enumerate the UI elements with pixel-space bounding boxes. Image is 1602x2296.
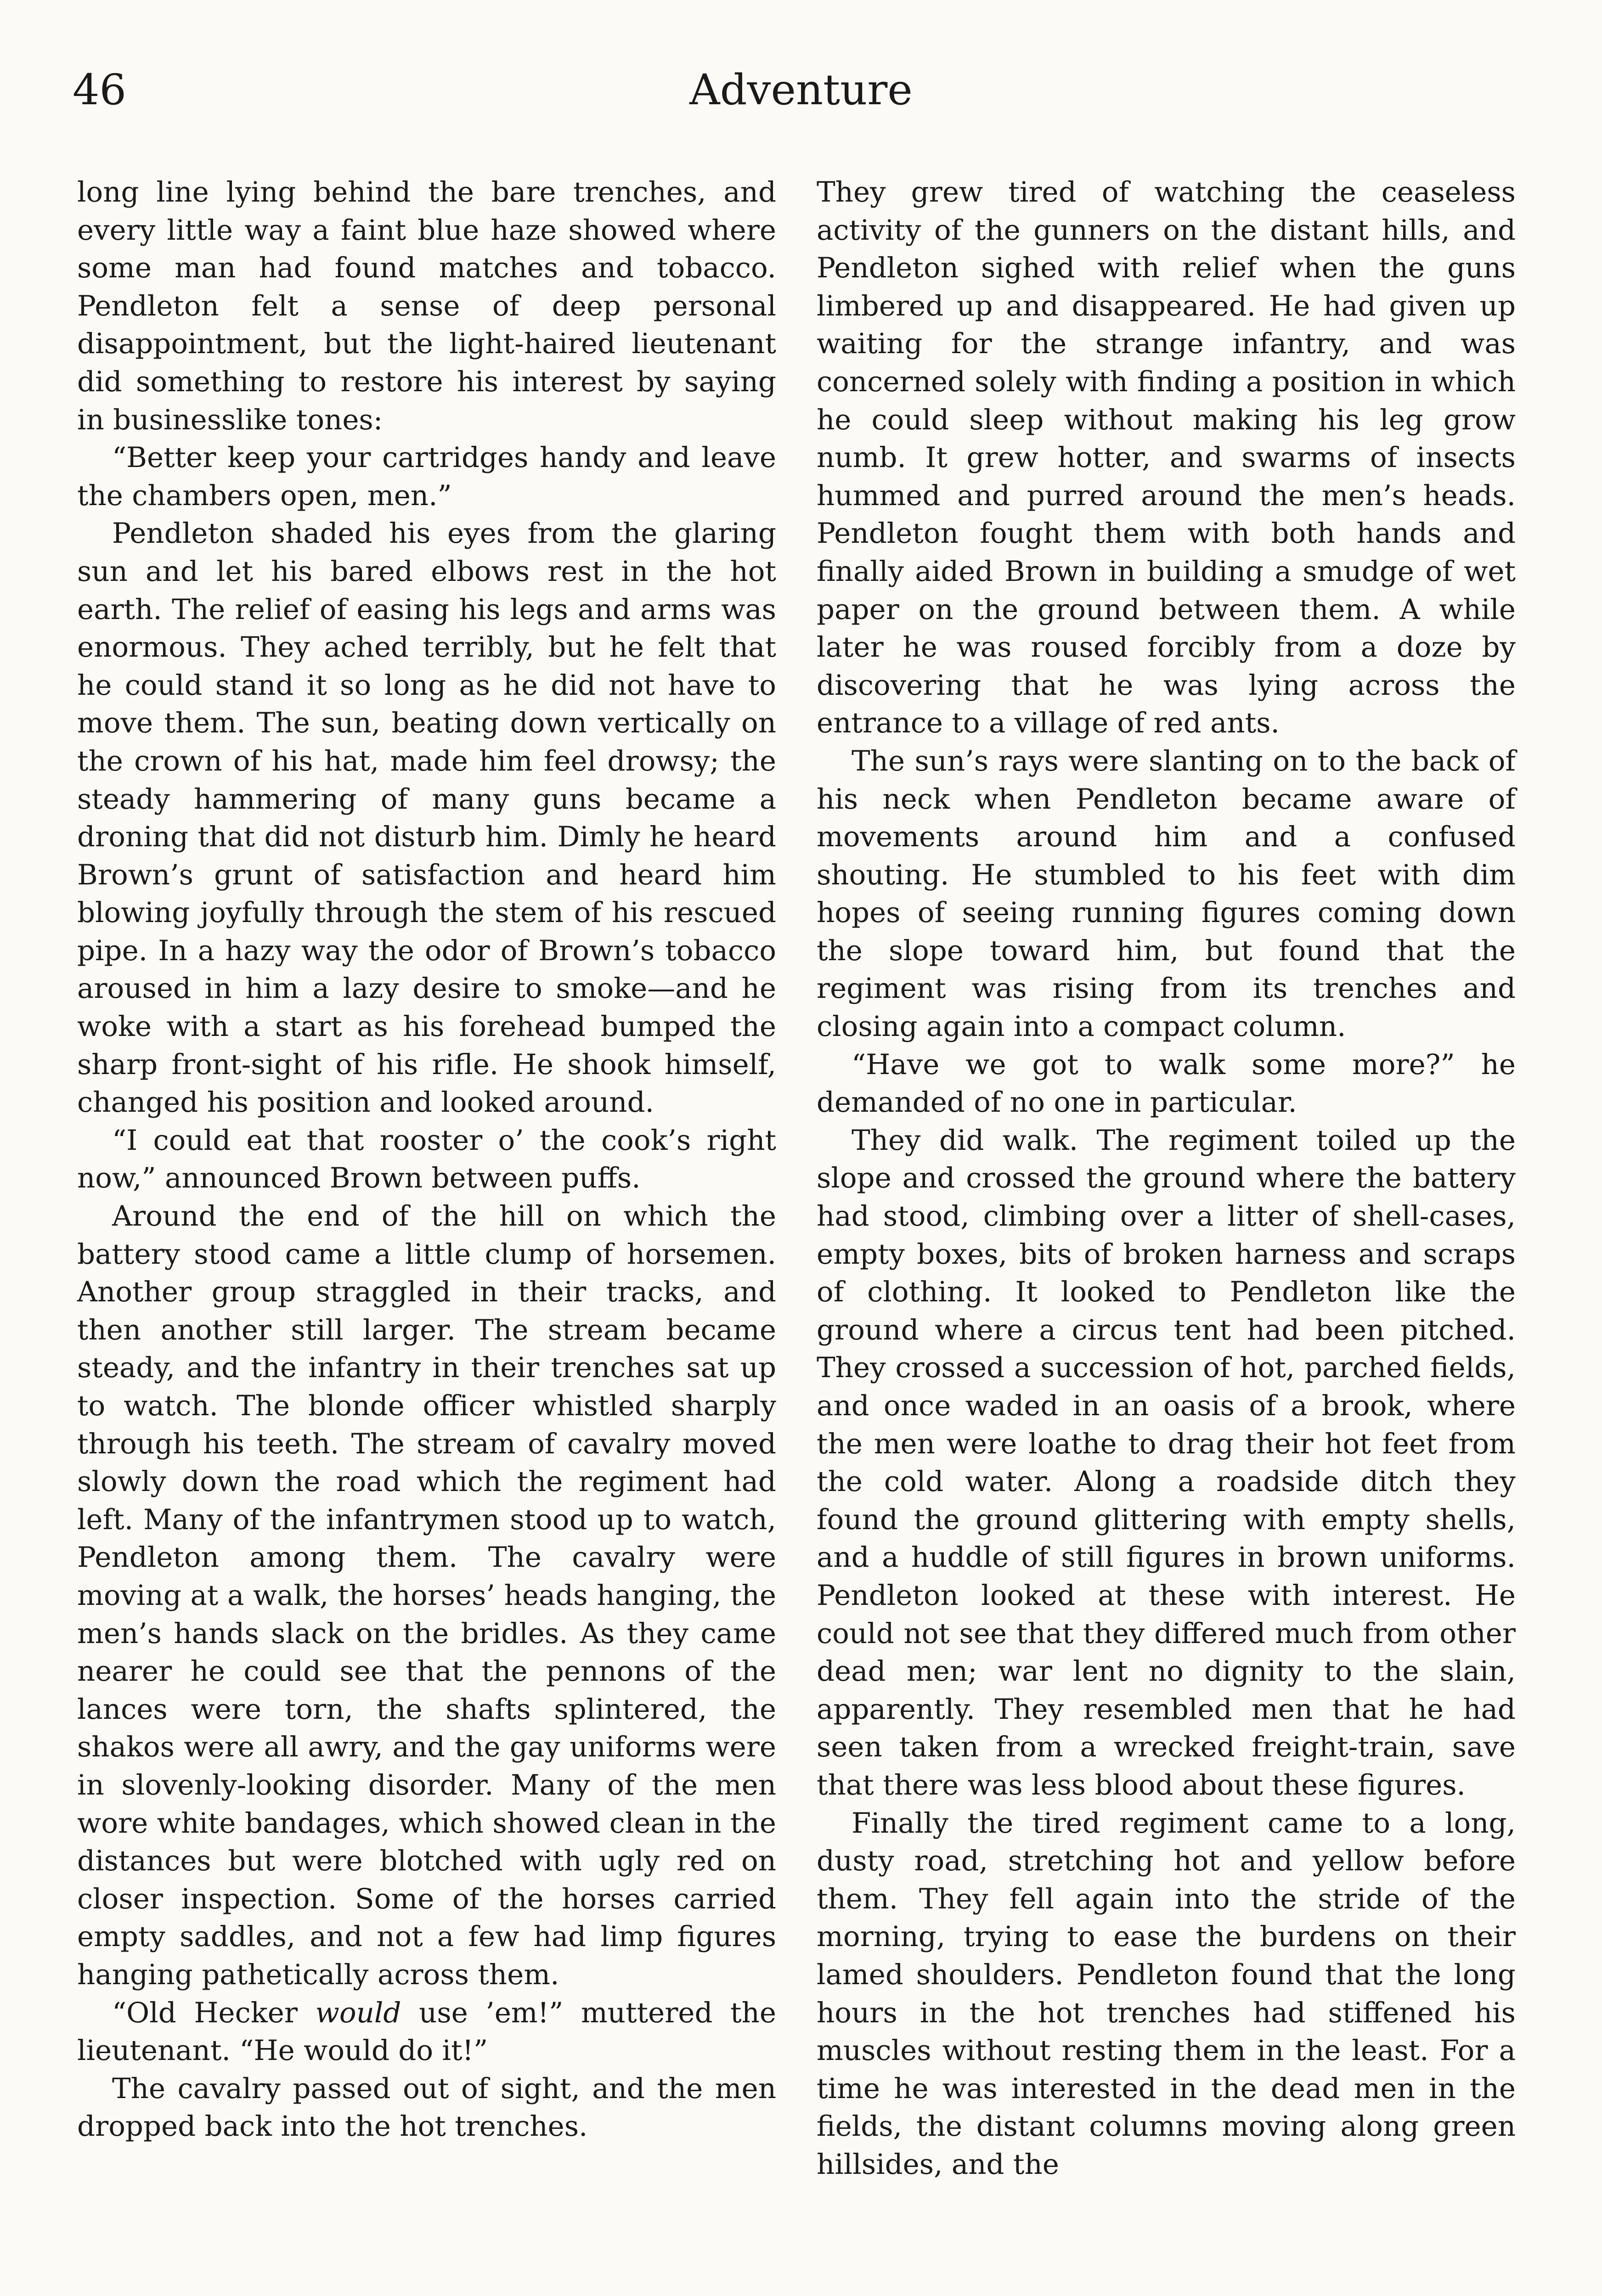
paragraph: “Have we got to walk some more?” he demanded of no one in particular. <box>817 1048 1516 1119</box>
page-number: 46 <box>73 65 127 114</box>
text-run: use ’em!” muttered the lieutenant. “He would do it!” <box>77 1996 777 2067</box>
paragraph: The cavalry passed out of sight, and the men dropped back into the hot trenches. <box>77 2072 776 2143</box>
paragraph: Pendleton shaded his eyes from the glaring sun and let his bared elbows rest in the hot earth. The relief of easing his legs and arms was enormous. They ached terribly, but he felt that he could stand it so long as he did not have to move them. The sun, beating down vertically on the crown of his hat, made him feel drowsy; the steady hammering of many guns became a droning that did not disturb him. Dimly he heard Brown’s grunt of satisfaction and heard him blowing joyfully through the stem of his rescued pipe. In a hazy way the odor of Brown’s tobacco aroused in him a lazy desire to smoke—and he woke with a start as his forehead bumped the sharp front-sight of his rifle. He shook himself, changed his position and looked around. <box>77 517 776 1119</box>
paragraph: They did walk. The regiment toiled up the slope and crossed the ground where the battery had stood, climbing over a litter of shell-cases, empty boxes, bits of broken harness and scraps of clothing. It looked to Pendleton like the ground where a circus tent had been pitched. They crossed a succession of hot, parched fields, and once waded in an oasis of a brook, where the men were loathe to drag their hot feet from the cold water. Along a roadside ditch they found the ground glittering with empty shells, and a huddle of still figures in brown uniforms. Pendleton looked at these with interest. He could not see that they differed much from other dead men; war lent no dignity to the slain, apparently. They resembled men that he had seen taken from a wrecked freight-train, save that there was less blood about these figures. <box>817 1124 1516 1801</box>
paragraph: long line lying behind the bare trenches, and every little way a faint blue haze showed where some man had found matches and tobacco. Pendleton felt a sense of deep personal disappointment, but the light-haired lieutenant did something to restore his interest by saying in businesslike tones: <box>77 176 776 436</box>
running-head-title: Adventure <box>689 65 913 114</box>
paragraph: “I could eat that rooster o’ the cook’s right now,” announced Brown between puffs. <box>77 1124 776 1195</box>
emphasis: would <box>315 1996 401 2029</box>
paragraph: They grew tired of watching the ceaseless activity of the gunners on the distant hills, and Pendleton sighed with relief when the guns limbered up and disappeared. He had given up waiting for the strange infantry, and was concerned solely with finding a position in which he could sleep without making his leg grow numb. It grew hotter, and swarms of insects hummed and purred around the men’s heads. Pendleton fought them with both hands and finally aided Brown in building a smudge of wet paper on the ground between them. A while later he was roused forcibly from a doze by discovering that he was lying across the entrance to a village of red ants. <box>817 176 1516 740</box>
paragraph: Around the end of the hill on which the battery stood came a little clump of horsemen. Another group straggled in their tracks, and then another still larger. The stream became steady, and the infantry in their trenches sat up to watch. The blonde officer whistled sharply through his teeth. The stream of cavalry moved slowly down the road which the regiment had left. Many of the infantrymen stood up to watch, Pendleton among them. The cavalry were moving at a walk, the horses’ heads hanging, the men’s hands slack on the bridles. As they came nearer he could see that the pennons of the lances were torn, the shafts splintered, the shakos were all awry, and the gay uniforms were in slovenly-looking disorder. Many of the men wore white bandages, which showed clean in the distances but were blotched with ugly red on closer inspection. Some of the horses carried empty saddles, and not a few had limp figures hanging pathetically across them. <box>77 1200 776 1991</box>
right-column <box>817 174 1516 2183</box>
text-run: “Old Hecker <box>112 1996 316 2029</box>
paragraph: The sun’s rays were slanting on to the back of his neck when Pendleton became aware of movements around him and a confused shouting. He stumbled to his feet with dim hopes of seeing running figures coming down the slope toward him, but found that the regiment was rising from its trenches and closing again into a compact column. <box>817 744 1516 1043</box>
paragraph: “Better keep your cartridges handy and leave the chambers open, men.” <box>77 441 776 512</box>
paragraph <box>77 1994 776 2070</box>
left-column <box>77 174 776 2146</box>
paragraph: Finally the tired regiment came to a long, dusty road, stretching hot and yellow before them. They fell again into the stride of the morning, trying to ease the burdens on their lamed shoulders. Pendleton found that the long hours in the hot trenches had stiffened his muscles without resting them in the least. For a time he was interested in the dead men in the fields, the distant columns moving along green hillsides, and the <box>817 1806 1516 2181</box>
